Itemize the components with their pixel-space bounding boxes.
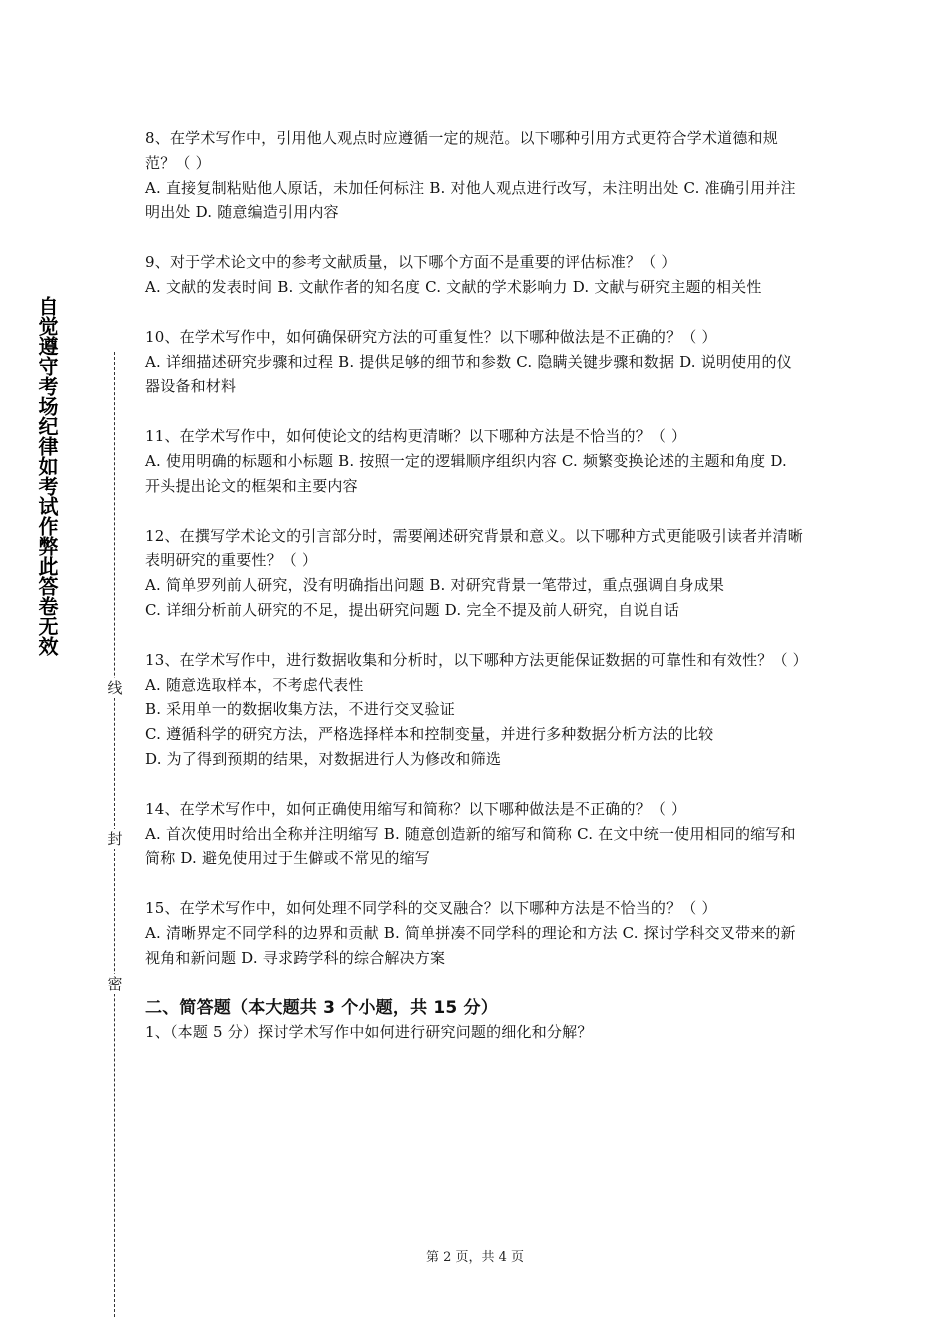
question-12	[145, 524, 807, 623]
question-10	[145, 325, 807, 399]
question-option-d: D. 为了得到预期的结果，对数据进行人为修改和筛选	[145, 749, 502, 768]
question-options: A. 使用明确的标题和小标题 B. 按照一定的逻辑顺序组织内容 C. 频繁变换论述的主题和角度 D. 开头提出论文的框架和主要内容	[145, 451, 787, 495]
question-option-line: A. 简单罗列前人研究，没有明确指出问题 B. 对研究背景一笔带过，重点强调自身成果	[145, 576, 725, 595]
exam-content	[145, 126, 807, 1044]
question-option-c: C. 遵循科学的研究方法，严格选择样本和控制变量，并进行多种数据分析方法的比较	[145, 725, 714, 744]
binding-label-mi: 密	[107, 975, 123, 993]
question-option-b: B. 采用单一的数据收集方法，不进行交叉验证	[145, 700, 455, 719]
question-stem: 13、在学术写作中，进行数据收集和分析时，以下哪种方法更能保证数据的可靠性和有效性？（ ）	[145, 650, 808, 669]
question-8	[145, 126, 807, 225]
question-stem: 9、对于学术论文中的参考文献质量，以下哪个方面不是重要的评估标准？（ ）	[145, 253, 677, 272]
question-option-line: C. 详细分析前人研究的不足，提出研究问题 D. 完全不提及前人研究，自说自话	[145, 600, 680, 619]
question-stem: 8、在学术写作中，引用他人观点时应遵循一定的规范。以下哪种引用方式更符合学术道德和规范？（ ）	[145, 129, 778, 172]
question-options: A. 清晰界定不同学科的边界和贡献 B. 简单拼凑不同学科的理论和方法 C. 探讨学科交叉带来的新视角和新问题 D. 寻求跨学科的综合解决方案	[145, 923, 796, 967]
question-options: A. 首次使用时给出全称并注明缩写 B. 随意创造新的缩写和简称 C. 在文中统一使用相同的缩写和简称 D. 避免使用过于生僻或不常见的缩写	[145, 824, 796, 868]
page-number: 第 2 页，共 4 页	[425, 1250, 525, 1265]
question-stem: 15、在学术写作中，如何处理不同学科的交叉融合？以下哪种方法是不恰当的？（ ）	[145, 899, 717, 918]
question-option-a: A. 随意选取样本，不考虑代表性	[145, 675, 364, 694]
question-options: A. 文献的发表时间 B. 文献作者的知名度 C. 文献的学术影响力 D. 文献与研究主题的相关性	[145, 277, 762, 296]
question-15	[145, 896, 807, 970]
exam-discipline-warning: 自觉遵守考场纪律如考试作弊此答卷无效	[35, 296, 59, 656]
question-stem: 10、在学术写作中，如何确保研究方法的可重复性？以下哪种做法是不正确的？（ ）	[145, 327, 717, 346]
binding-label-seal: 封	[107, 830, 123, 848]
question-stem: 11、在学术写作中，如何使论文的结构更清晰？以下哪种方法是不恰当的？（ ）	[145, 427, 687, 446]
binding-label-line: 线	[107, 679, 123, 697]
question-14	[145, 797, 807, 871]
question-13	[145, 648, 807, 772]
section-title-short-answer: 二、简答题（本大题共 3 个小题，共 15 分）	[145, 997, 498, 1018]
question-11	[145, 424, 807, 498]
question-9	[145, 250, 807, 300]
question-options: A. 详细描述研究步骤和过程 B. 提供足够的细节和参数 C. 隐瞒关键步骤和数据 D. 说明使用的仪器设备和材料	[145, 352, 792, 396]
question-stem: 12、在撰写学术论文的引言部分时，需要阐述研究背景和意义。以下哪种方式更能吸引读者并清晰表明研究的重要性？（ ）	[145, 526, 803, 570]
question-options: A. 直接复制粘贴他人原话，未加任何标注 B. 对他人观点进行改写，未注明出处 C. 准确引用并注明出处 D. 随意编造引用内容	[145, 178, 796, 222]
question-stem: 14、在学术写作中，如何正确使用缩写和简称？以下哪种做法是不正确的？（ ）	[145, 799, 687, 818]
short-answer-question-1: 1、（本题 5 分）探讨学术写作中如何进行研究问题的细化和分解？	[145, 1022, 593, 1041]
